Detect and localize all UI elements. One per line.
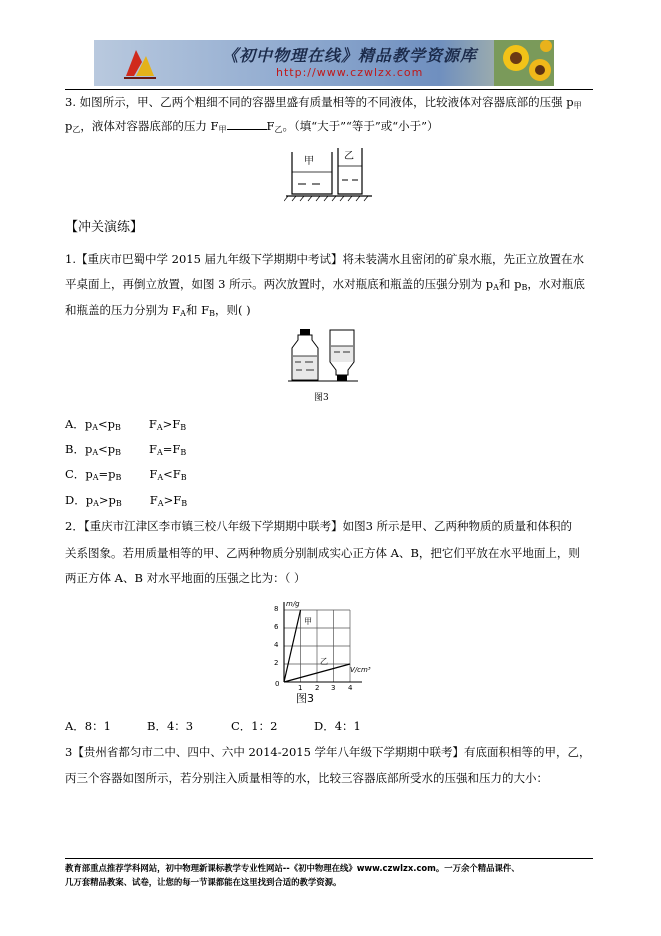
graph-xtick: 3 <box>331 684 336 692</box>
graph-xtick: 1 <box>298 684 303 692</box>
series-label-b: 乙 <box>320 657 328 666</box>
q3-line1: 3. 如图所示，甲、乙两个粗细不同的容器里盛有质量相等的不同液体，比较液体对容器底部的压强 $p_甲$ <box>65 95 582 110</box>
footer-rule <box>65 858 593 859</box>
pressure-relation: < <box>98 442 108 456</box>
section-title: 【冲关演练】 <box>65 220 144 235</box>
series-label-a: 甲 <box>304 617 312 626</box>
mass-volume-graph <box>268 600 378 704</box>
graph-ytick: 4 <box>274 641 279 649</box>
force-relation: > <box>162 417 173 431</box>
option-letter: D． <box>65 493 86 507</box>
sunflower-image <box>494 40 554 86</box>
header-banner <box>94 40 554 86</box>
container-label-b: 乙 <box>344 151 354 162</box>
p1-option-row: C．$p_A=p_B$ $F_A<F_B$ <box>65 467 187 482</box>
p1-option-row: D．$p_A>p_B$ $F_A>F_B$ <box>65 493 188 508</box>
banner-url[interactable]: http://www.czwlzx.com <box>276 66 424 79</box>
option-letter: A． <box>65 417 85 431</box>
p2-option-c: C．1：2 <box>231 719 278 733</box>
force-relation: < <box>163 467 173 481</box>
graph-xtick: 0 <box>275 680 280 688</box>
graph-ytick: 2 <box>274 659 279 667</box>
force-relation: > <box>163 493 174 507</box>
pressure-relation: > <box>98 493 109 507</box>
container-label-a: 甲 <box>304 156 314 167</box>
p2-option-a: A．8：1 <box>65 719 111 733</box>
q3-line2: $p_乙$，液体对容器底部的压力 $F_甲$ $F_乙$。（填“大于”“等于”或“小于”） <box>65 119 439 134</box>
p1-line2: 平桌面上，再倒立放置，如图 3 所示。两次放置时，水对瓶底和瓶盖的压强分别为 $p_A$和 $p_B$，水对瓶底 <box>65 277 585 292</box>
pressure-relation: = <box>98 467 109 481</box>
p2-option-b: B．4：3 <box>147 719 194 733</box>
pressure-relation: < <box>97 417 108 431</box>
force-relation: = <box>162 442 173 456</box>
bottles-figure <box>286 326 360 386</box>
site-logo <box>122 46 158 80</box>
p1-option-row: A．$p_A<p_B$ $F_A>F_B$ <box>65 417 187 432</box>
p2-line3: 两正方体 A、B 对水平地面的压强之比为：（ ） <box>65 571 306 585</box>
p3-line1: 3【贵州省都匀市二中、四中、六中 2014-2015 学年八年级下学期期中联考】有底面积相等的甲，乙， <box>65 745 591 759</box>
p2-line1: 2．【重庆市江津区李市镇三校八年级下学期期中联考】如图3 所示是甲、乙两种物质的质量和体积的 <box>65 519 573 533</box>
answer-blank <box>227 119 267 130</box>
graph-xtick: 2 <box>315 684 320 692</box>
q3-containers-figure <box>284 146 376 202</box>
p1-option-row: B．$p_A<p_B$ $F_A=F_B$ <box>65 442 187 457</box>
option-letter: B． <box>65 442 85 456</box>
graph-xtick: 4 <box>348 684 353 692</box>
p1-line1: 1.【重庆市巴蜀中学 2015 届九年级下学期期中考试】将未装满水且密闭的矿泉水瓶，先正立放置在水 <box>65 252 585 266</box>
option-letter: C． <box>65 467 86 481</box>
banner-title: 《初中物理在线》精品教学资源库 <box>222 46 478 65</box>
footer-line1: 教育部重点推荐学科网站，初中物理新课标教学专业性网站--《初中物理在线》www.czwlzx.com。一万余个精品课件、 <box>65 863 520 873</box>
graph-ylabel: m/g <box>286 600 300 608</box>
p2-line2: 关系图象。若用质量相等的甲、乙两种物质分别制成实心正方体 A、B，把它们平放在水平地面上，则 <box>65 546 580 560</box>
p2-option-d: D．4：1 <box>314 719 361 733</box>
graph-ytick: 8 <box>274 605 279 613</box>
graph-xlabel: V/cm³ <box>350 666 371 674</box>
graph-caption: 图3 <box>296 692 314 705</box>
header-rule <box>65 89 593 90</box>
p3-line2: 丙三个容器如图所示，若分别注入质量相等的水，比较三容器底部所受水的压强和压力的大小： <box>65 771 548 785</box>
graph-ytick: 6 <box>274 623 279 631</box>
footer-line2: 几万套精品教案、试卷，让您的每一节课都能在这里找到合适的教学资源。 <box>65 877 342 887</box>
p1-line3: 和瓶盖的压力分别为 $F_A$和 $F_B$，则( ) <box>65 303 251 318</box>
p1-fig-caption: 图3 <box>314 393 329 403</box>
